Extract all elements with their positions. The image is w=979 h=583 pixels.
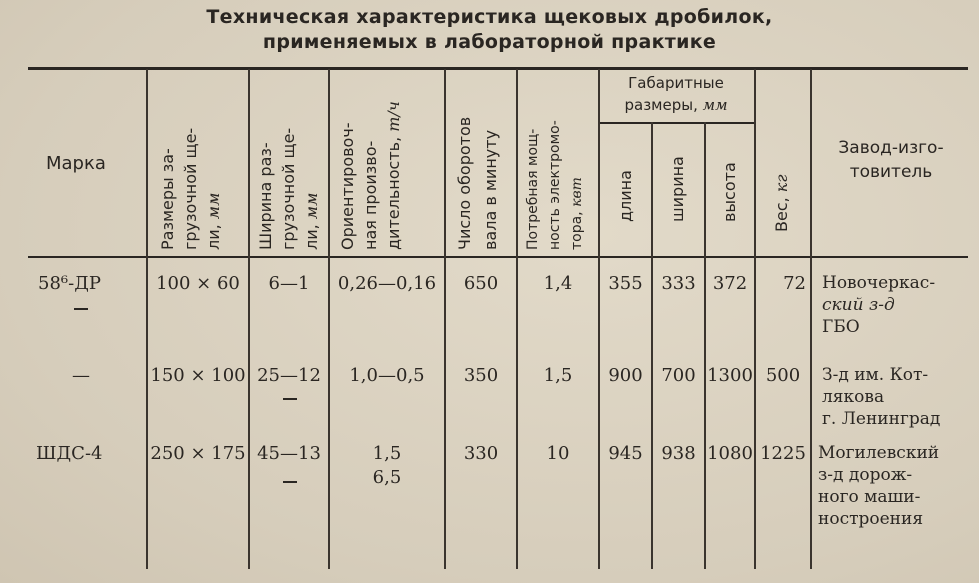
row1-height: 372 bbox=[712, 273, 748, 294]
table-title-line2: применяемых в лабораторной практике bbox=[262, 31, 717, 53]
col-divider bbox=[810, 69, 812, 569]
header-power: Потребная мощ- ность электромо- тора, квт bbox=[525, 120, 585, 250]
row2-width: 700 bbox=[661, 365, 696, 386]
row3-outlet: 45—13 bbox=[257, 443, 321, 464]
row1-power: 1,4 bbox=[543, 273, 573, 294]
row3-height: 1080 bbox=[707, 443, 753, 464]
header-dimensions-group: Габаритные размеры, мм bbox=[624, 74, 728, 114]
row1-rpm: 650 bbox=[463, 273, 499, 294]
col-divider bbox=[704, 122, 706, 569]
row2-power: 1,5 bbox=[543, 365, 573, 386]
row3-brand: ШДС-4 bbox=[36, 443, 103, 464]
row1-outlet: 6—1 bbox=[268, 273, 310, 294]
header-length: длина bbox=[616, 170, 635, 222]
header-bottom-rule bbox=[28, 256, 968, 258]
header-capacity: Ориентировоч- ная произво- дительность, т/ч bbox=[338, 101, 403, 250]
row2-capacity: 1,0—0,5 bbox=[349, 365, 425, 386]
header-inlet-size: Размеры за- грузочной ще- ли, мм bbox=[158, 127, 223, 250]
header-brand: Марка bbox=[46, 153, 106, 174]
row3-width: 938 bbox=[661, 443, 696, 464]
row3-manufacturer: Могилевский з-д дорож- ного маши- ностроения bbox=[818, 443, 940, 529]
col-divider bbox=[516, 69, 518, 569]
row1-inlet: 100 × 60 bbox=[156, 273, 240, 294]
row3-length: 945 bbox=[608, 443, 643, 464]
col-divider bbox=[754, 69, 756, 569]
row1-brand: 58⁶-ДР bbox=[38, 273, 101, 294]
row3-capacity-line2: 6,5 bbox=[372, 467, 402, 488]
row2-inlet: 150 × 100 bbox=[150, 365, 246, 386]
header-width: ширина bbox=[668, 156, 687, 222]
top-rule bbox=[28, 67, 968, 70]
row3-outlet-underline bbox=[283, 481, 297, 483]
row1-width: 333 bbox=[661, 273, 696, 294]
col-divider bbox=[248, 69, 250, 569]
col-divider bbox=[146, 69, 148, 569]
row2-weight: 500 bbox=[765, 365, 801, 386]
row3-capacity-line1: 1,5 bbox=[372, 443, 402, 464]
dimensions-subrule bbox=[598, 122, 754, 124]
col-divider bbox=[444, 69, 446, 569]
row2-brand: — bbox=[72, 365, 90, 386]
row2-height: 1300 bbox=[707, 365, 753, 386]
header-height: высота bbox=[720, 162, 739, 222]
row2-outlet-underline bbox=[283, 398, 297, 400]
row2-outlet: 25—12 bbox=[257, 365, 321, 386]
header-weight: Вес, кг bbox=[772, 174, 791, 232]
row2-rpm: 350 bbox=[463, 365, 499, 386]
col-divider bbox=[328, 69, 330, 569]
header-manufacturer: Завод-изго- товитель bbox=[838, 138, 944, 182]
row1-manufacturer: Новочеркас- ский з-д ГБО bbox=[822, 273, 936, 337]
row1-brand-underline bbox=[74, 308, 88, 310]
col-divider bbox=[598, 69, 600, 569]
row2-manufacturer: З-д им. Кот- лякова г. Ленинград bbox=[822, 365, 941, 429]
row1-length: 355 bbox=[608, 273, 643, 294]
row2-length: 900 bbox=[608, 365, 643, 386]
row3-inlet: 250 × 175 bbox=[150, 443, 246, 464]
header-outlet-width: Ширина раз- грузочной ще- ли, мм bbox=[256, 127, 321, 250]
col-divider bbox=[651, 122, 653, 569]
row3-power: 10 bbox=[546, 443, 570, 464]
row1-capacity: 0,26—0,16 bbox=[337, 273, 437, 294]
header-rpm: Число оборотов вала в минуту bbox=[455, 116, 500, 250]
row1-weight: 72 bbox=[783, 273, 806, 294]
row3-weight: 1225 bbox=[760, 443, 806, 464]
table-title-line1: Техническая характеристика щековых дробилок, bbox=[206, 6, 773, 28]
row3-rpm: 330 bbox=[463, 443, 499, 464]
